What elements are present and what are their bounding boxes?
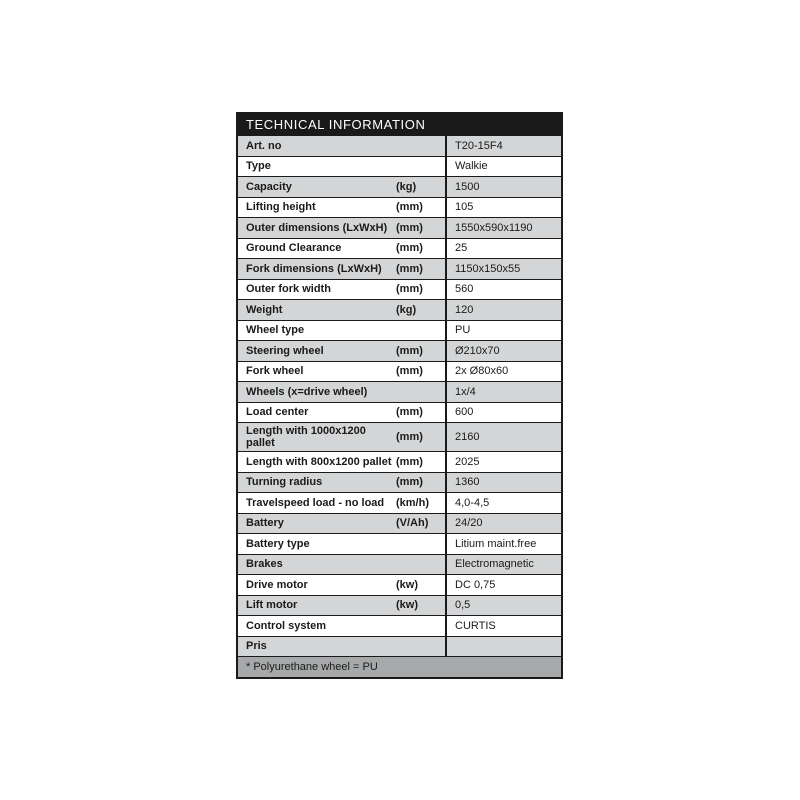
spec-unit: (V/Ah) [396, 517, 429, 530]
technical-information-table [236, 112, 563, 679]
spec-value: 1150x150x55 [445, 259, 561, 279]
spec-label: Length with 800x1200 pallet [246, 455, 392, 468]
spec-value: Ø210x70 [445, 341, 561, 361]
table-row [238, 156, 561, 177]
table-row [238, 595, 561, 616]
table-title: TECHNICAL INFORMATION [246, 117, 426, 132]
spec-label: Control system [246, 619, 327, 632]
spec-label: Pris [246, 640, 267, 653]
spec-label: Length with 1000x1200 pallet [246, 425, 366, 449]
spec-label-cell [238, 575, 445, 595]
spec-label-cell [238, 218, 445, 238]
spec-value: 1360 [445, 473, 561, 493]
spec-value: Electromagnetic [445, 555, 561, 575]
table-row [238, 574, 561, 595]
table-row [238, 135, 561, 156]
spec-unit: (mm) [396, 365, 423, 378]
spec-value: Walkie [445, 157, 561, 177]
spec-label-cell [238, 555, 445, 575]
table-row [238, 340, 561, 361]
spec-label: Brakes [246, 558, 283, 571]
spec-label: Battery [246, 517, 284, 530]
table-row [238, 381, 561, 402]
spec-value: Litium maint.free [445, 534, 561, 554]
table-title-bar [238, 114, 561, 135]
table-row [238, 402, 561, 423]
spec-unit: (mm) [396, 262, 423, 275]
spec-label-cell [238, 493, 445, 513]
spec-unit: (mm) [396, 406, 423, 419]
spec-value: T20-15F4 [445, 136, 561, 156]
spec-label-cell [238, 280, 445, 300]
spec-unit: (mm) [396, 283, 423, 296]
spec-label-cell [238, 136, 445, 156]
table-row [238, 492, 561, 513]
spec-unit: (km/h) [396, 496, 429, 509]
spec-label: Outer dimensions (LxWxH) [246, 221, 388, 234]
spec-label-cell [238, 382, 445, 402]
spec-value: 105 [445, 198, 561, 218]
spec-unit: (mm) [396, 344, 423, 357]
table-row [238, 615, 561, 636]
spec-label-cell [238, 321, 445, 341]
spec-value: 2x Ø80x60 [445, 362, 561, 382]
spec-value: 600 [445, 403, 561, 423]
spec-label: Load center [246, 406, 309, 419]
spec-label: Art. no [246, 139, 282, 152]
table-row [238, 451, 561, 472]
spec-unit: (mm) [396, 242, 423, 255]
spec-value: PU [445, 321, 561, 341]
spec-label: Steering wheel [246, 344, 324, 357]
spec-label-cell [238, 239, 445, 259]
table-row [238, 361, 561, 382]
table-row [238, 299, 561, 320]
spec-unit: (mm) [396, 431, 423, 443]
spec-value: 0,5 [445, 596, 561, 616]
spec-label: Battery type [246, 537, 310, 550]
spec-value: 4,0-4,5 [445, 493, 561, 513]
table-row [238, 636, 561, 657]
spec-value: 1500 [445, 177, 561, 197]
spec-label-cell [238, 341, 445, 361]
spec-label-cell [238, 300, 445, 320]
spec-label-cell [238, 198, 445, 218]
spec-label: Capacity [246, 180, 292, 193]
spec-unit: (mm) [396, 476, 423, 489]
table-row [238, 422, 561, 451]
spec-label: Wheels (x=drive wheel) [246, 385, 368, 398]
spec-label: Drive motor [246, 578, 308, 591]
spec-label: Turning radius [246, 476, 323, 489]
spec-label-cell [238, 596, 445, 616]
spec-unit: (kg) [396, 180, 417, 193]
spec-value: 560 [445, 280, 561, 300]
spec-value [445, 637, 561, 657]
spec-label-cell [238, 616, 445, 636]
spec-label: Travelspeed load - no load [246, 496, 385, 509]
spec-label-cell [238, 514, 445, 534]
table-row [238, 197, 561, 218]
spec-value: CURTIS [445, 616, 561, 636]
table-row [238, 258, 561, 279]
table-body [238, 135, 561, 656]
table-row [238, 320, 561, 341]
spec-value: 120 [445, 300, 561, 320]
spec-value: 2160 [445, 423, 561, 451]
spec-value: 1550x590x1190 [445, 218, 561, 238]
spec-label-cell [238, 452, 445, 472]
spec-label: Fork dimensions (LxWxH) [246, 262, 382, 275]
spec-label-cell [238, 259, 445, 279]
spec-label: Weight [246, 303, 283, 316]
spec-label-cell [238, 177, 445, 197]
spec-label: Outer fork width [246, 283, 331, 296]
table-row [238, 217, 561, 238]
spec-label-cell [238, 637, 445, 657]
spec-value: 1x/4 [445, 382, 561, 402]
spec-label: Type [246, 160, 271, 173]
spec-unit: (kw) [396, 599, 418, 612]
table-row [238, 279, 561, 300]
spec-label-cell [238, 423, 445, 451]
spec-label-cell [238, 362, 445, 382]
spec-label: Wheel type [246, 324, 305, 337]
footer-note: * Polyurethane wheel = PU [246, 661, 378, 673]
spec-label: Lifting height [246, 201, 316, 214]
spec-unit: (mm) [396, 455, 423, 468]
spec-value: 25 [445, 239, 561, 259]
spec-unit: (kw) [396, 578, 418, 591]
spec-label: Lift motor [246, 599, 298, 612]
spec-value: 2025 [445, 452, 561, 472]
spec-unit: (kg) [396, 303, 417, 316]
table-row [238, 533, 561, 554]
spec-label-cell [238, 157, 445, 177]
spec-label-cell [238, 473, 445, 493]
table-row [238, 554, 561, 575]
spec-unit: (mm) [396, 201, 423, 214]
spec-unit: (mm) [396, 221, 423, 234]
spec-label: Fork wheel [246, 365, 304, 378]
spec-label-cell [238, 403, 445, 423]
table-row [238, 472, 561, 493]
spec-value: DC 0,75 [445, 575, 561, 595]
table-row [238, 176, 561, 197]
table-footer-note-row [238, 656, 561, 677]
spec-label: Ground Clearance [246, 242, 342, 255]
table-row [238, 238, 561, 259]
table-row [238, 513, 561, 534]
spec-label-cell [238, 534, 445, 554]
spec-value: 24/20 [445, 514, 561, 534]
